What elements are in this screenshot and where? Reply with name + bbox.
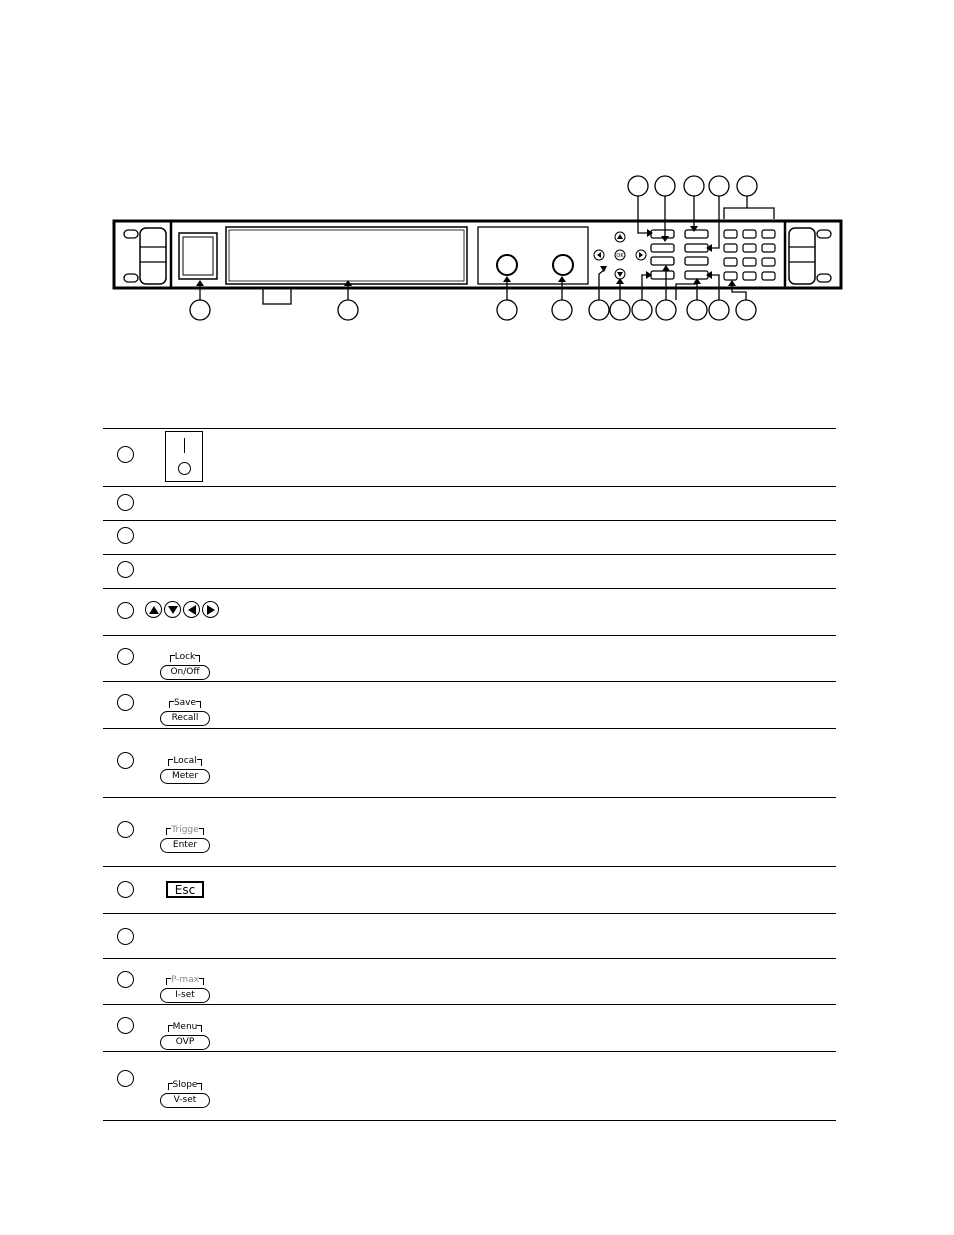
key-primary-label: OVP bbox=[160, 1035, 210, 1050]
legend-row-numeric-keys bbox=[103, 913, 836, 958]
knob-panel-shape bbox=[478, 227, 588, 284]
legend-row-recall-key bbox=[103, 681, 836, 728]
right-arrow-icon bbox=[202, 601, 219, 618]
power-switch-icon bbox=[165, 431, 203, 482]
front-panel-diagram bbox=[0, 0, 954, 360]
key-primary-label: I-set bbox=[160, 988, 210, 1003]
callout-marker bbox=[117, 1070, 134, 1087]
key-primary-label: V-set bbox=[160, 1093, 210, 1108]
callout-marker bbox=[117, 694, 134, 711]
key-primary-label: Enter bbox=[160, 838, 210, 853]
ok-label: OK bbox=[616, 253, 624, 259]
callout-marker bbox=[117, 821, 134, 838]
recall-key-icon bbox=[158, 690, 212, 726]
key-primary-label: Meter bbox=[160, 769, 210, 784]
legend-row-arrow-keys bbox=[103, 588, 836, 635]
callout-marker bbox=[117, 446, 134, 463]
on-off-key-icon bbox=[158, 644, 212, 680]
callout-marker bbox=[117, 971, 134, 988]
ovp-key-icon bbox=[158, 1014, 212, 1050]
legend-row-voltage-knob bbox=[103, 520, 836, 554]
display-shape bbox=[226, 227, 467, 284]
callout-marker bbox=[117, 648, 134, 665]
legend-row-power-switch bbox=[103, 428, 836, 486]
legend-row-enter-key bbox=[103, 797, 836, 866]
power-switch-shape bbox=[179, 233, 217, 279]
key-secondary-label: Lock bbox=[170, 653, 201, 662]
key-secondary-label: Local bbox=[168, 757, 201, 766]
callout-marker bbox=[117, 752, 134, 769]
key-primary-label: Recall bbox=[160, 711, 210, 726]
callout-marker bbox=[117, 881, 134, 898]
meter-key-icon bbox=[158, 748, 212, 784]
legend-row-esc-key bbox=[103, 866, 836, 913]
voltage-knob-shape bbox=[497, 255, 517, 275]
callout-marker bbox=[117, 494, 134, 511]
callout-marker bbox=[117, 527, 134, 544]
legend-row-current-knob bbox=[103, 554, 836, 588]
legend-row-vset-key bbox=[103, 1051, 836, 1121]
legend-row-iset-key bbox=[103, 958, 836, 1004]
callout-marker bbox=[117, 1017, 134, 1034]
legend-row-on-off-key bbox=[103, 635, 836, 681]
callout-marker bbox=[117, 928, 134, 945]
legend-row-meter-key bbox=[103, 728, 836, 797]
legend-row-display bbox=[103, 486, 836, 520]
legend-row-ovp-key bbox=[103, 1004, 836, 1051]
key-primary-label: On/Off bbox=[160, 665, 210, 680]
enter-key-icon bbox=[158, 817, 212, 853]
key-secondary-label: Save bbox=[169, 699, 201, 708]
current-knob-shape bbox=[553, 255, 573, 275]
callout-marker bbox=[117, 602, 134, 619]
key-secondary-label: P-max bbox=[166, 976, 204, 985]
vset-key-icon bbox=[158, 1072, 212, 1108]
esc-key-icon: Esc bbox=[166, 881, 204, 898]
left-arrow-icon bbox=[183, 601, 200, 618]
key-secondary-label: Slope bbox=[168, 1081, 203, 1090]
key-secondary-label: Menu bbox=[168, 1023, 203, 1032]
down-arrow-icon bbox=[164, 601, 181, 618]
callout-marker bbox=[117, 561, 134, 578]
up-arrow-icon bbox=[145, 601, 162, 618]
legend-table bbox=[103, 428, 836, 1121]
key-secondary-label: Trigge bbox=[166, 826, 203, 835]
arrow-keys-icon bbox=[145, 601, 219, 618]
iset-key-icon bbox=[158, 967, 212, 1003]
